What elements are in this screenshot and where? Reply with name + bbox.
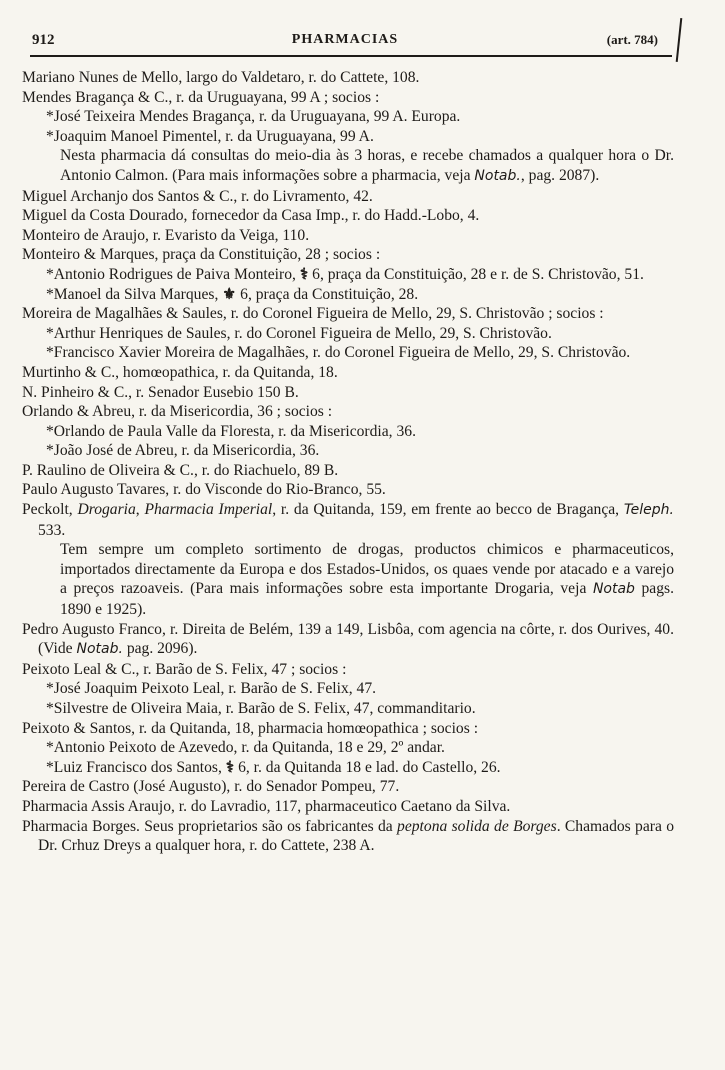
partner-entry [22, 127, 674, 147]
entry-text: P. Raulino de Oliveira & C., r. do Riachuelo, 89 B. [22, 461, 339, 479]
entry-text: pag. 2096). [122, 640, 198, 658]
listing-entry [22, 461, 674, 481]
listing-entry [22, 304, 674, 324]
entry-text: Pharmacia Assis Araujo, r. do Lavradio, 117, pharmaceutico Caetano da Silva. [22, 797, 511, 815]
entry-text: 6, praça da Constituição, 28 e r. de S. Christovão, 51. [308, 265, 644, 283]
entry-text: . Chamados para o Dr. Crhuz Dreys a qualquer hora, r. do Cattete, 238 A. [38, 817, 674, 855]
entry-note [22, 146, 674, 186]
entry-text: Monteiro de Araujo, r. Evaristo da Veiga, 110. [22, 226, 310, 244]
entry-text: Peckolt, [22, 501, 78, 519]
listing-entry [22, 660, 674, 680]
entry-text: Peixoto & Santos, r. da Quitanda, 18, pharmacia homœopathica ; socios : [22, 719, 479, 737]
partner-entry [22, 285, 674, 305]
entry-text: Orlando & Abreu, r. da Misericordia, 36 ; socios : [22, 403, 333, 421]
listing-entry [22, 620, 674, 660]
partner-entry [22, 699, 674, 719]
entry-text: *Arthur Henriques de Saules, r. do Coronel Figueira de Mello, 29, S. Christovão. [46, 324, 552, 342]
entry-reference: Notab [592, 581, 635, 598]
entry-text: 533. [38, 521, 66, 539]
entry-text: N. Pinheiro & C., r. Senador Eusebio 150 B. [22, 383, 299, 401]
partner-entry [22, 679, 674, 699]
listing-entry [22, 777, 674, 797]
page-title: PHARMACIAS [291, 32, 399, 47]
pharmacist-symbol: ⚜ [222, 285, 237, 303]
header-rule [30, 55, 672, 57]
listing-entry [22, 402, 674, 422]
pharmacist-symbol: ⚕ [299, 265, 309, 283]
entry-text: Miguel Archanjo dos Santos & C., r. do Livramento, 42. [22, 187, 373, 205]
entry-italic-text: Pharmacia Imperial [144, 501, 273, 519]
entry-text: Mendes Bragança & C., r. da Uruguayana, 99 A ; socios : [22, 88, 380, 106]
entry-text: *Silvestre de Oliveira Maia, r. Barão de S. Felix, 47, commanditario. [46, 700, 476, 717]
listing-entry [22, 206, 674, 226]
entry-text: *Antonio Peixoto de Azevedo, r. da Quitanda, 18 e 29, 2º andar. [46, 739, 445, 757]
page-number: 912 [32, 32, 55, 48]
entry-italic-text: peptona solida de Borges [397, 817, 557, 835]
partner-entry [22, 107, 674, 127]
entry-text: pags. 1890 e 1925). [60, 580, 674, 619]
partner-entry [22, 265, 674, 285]
listing-entry [22, 480, 674, 500]
pharmacy-listing [22, 68, 674, 856]
entry-text: Miguel da Costa Dourado, fornecedor da Casa Imp., r. do Hadd.-Lobo, 4. [22, 207, 480, 225]
listing-entry [22, 68, 674, 88]
entry-text: Pharmacia Borges. Seus proprietarios são os fabricantes da [22, 817, 398, 835]
entry-text: *Francisco Xavier Moreira de Magalhães, r. do Coronel Figueira de Mello, 29, S. Christovão. [46, 344, 631, 362]
entry-text: Pereira de Castro (José Augusto), r. do Senador Pompeu, 77. [22, 778, 400, 796]
listing-entry [22, 363, 674, 383]
entry-text: Peixoto Leal & C., r. Barão de S. Felix, 47 ; socios : [22, 660, 347, 678]
entry-text: *Manoel da Silva Marques, [46, 285, 223, 303]
entry-text: Monteiro & Marques, praça da Constituição, 28 ; socios : [22, 246, 381, 264]
partner-entry [22, 343, 674, 363]
partner-entry [22, 758, 674, 778]
entry-italic-text: Drogaria [77, 501, 136, 519]
partner-entry [22, 422, 674, 442]
article-reference: (art. 784) [606, 32, 658, 47]
listing-entry [22, 719, 674, 739]
entry-text: , [135, 501, 145, 519]
entry-text: 6, praça da Constituição, 28. [236, 285, 419, 303]
entry-text: Mariano Nunes de Mello, largo do Valdetaro, r. do Cattete, 108. [22, 69, 420, 86]
partner-entry [22, 324, 674, 344]
entry-text: Pedro Augusto Franco, r. Direita de Belém, 139 a 149, Lisbôa, com agencia na côrte, r. dos Ourives, 40. (Vide [22, 620, 674, 658]
entry-text: *Antonio Rodrigues de Paiva Monteiro, [46, 265, 300, 283]
entry-reference: Teleph. [623, 502, 674, 519]
entry-text: 6, r. da Quitanda 18 e lad. do Castello, 26. [234, 758, 501, 776]
entry-text: Murtinho & C., homœopathica, r. da Quitanda, 18. [22, 363, 338, 381]
listing-entry [22, 797, 674, 817]
entry-text: Nesta pharmacia dá consultas do meio-dia às 3 horas, e recebe chamados a qualquer hora o Dr. Antonio Calmon. (Para mais informações sobre a pharmacia, veja [60, 147, 674, 184]
entry-text: *Luiz Francisco dos Santos, [46, 758, 226, 776]
partner-entry [22, 738, 674, 758]
entry-text: *José Teixeira Mendes Bragança, r. da Uruguayana, 99 A. Europa. [46, 108, 461, 126]
partner-entry [22, 441, 674, 461]
entry-reference: Notab. [76, 641, 123, 658]
entry-text: *Orlando de Paula Valle da Floresta, r. da Misericordia, 36. [46, 422, 416, 440]
entry-text: , pag. 2087). [520, 166, 600, 184]
page-header [32, 28, 658, 54]
listing-entry [22, 187, 674, 207]
listing-entry [22, 817, 674, 856]
listing-entry [22, 383, 674, 403]
entry-text: *José Joaquim Peixoto Leal, r. Barão de S. Felix, 47. [46, 680, 377, 698]
entry-reference: Notab. [474, 167, 521, 184]
entry-text: Tem sempre um completo sortimento de drogas, productos chimicos e pharmaceuticos, importados directamente da Europa e dos Estados-Unidos, os quaes vende por atacado e a varejo a preços razoaveis. (Para mais informações sobre esta importante Drogaria, veja [60, 541, 674, 598]
listing-entry [22, 245, 674, 265]
entry-text: , r. da Quitanda, 159, em frente ao becco de Bragança, [272, 501, 624, 519]
listing-entry [22, 500, 674, 540]
entry-text: Moreira de Magalhães & Saules, r. do Coronel Figueira de Mello, 29, S. Christovão ; socios : [22, 305, 604, 323]
listing-entry [22, 226, 674, 246]
pharmacist-symbol: ⚕ [225, 758, 235, 776]
entry-text: Paulo Augusto Tavares, r. do Visconde do Rio-Branco, 55. [22, 481, 386, 499]
entry-text: *Joaquim Manoel Pimentel, r. da Uruguayana, 99 A. [46, 127, 374, 145]
entry-text: *João José de Abreu, r. da Misericordia, 36. [46, 442, 320, 460]
entry-note [22, 540, 674, 619]
margin-mark [676, 18, 683, 62]
listing-entry [22, 88, 674, 108]
